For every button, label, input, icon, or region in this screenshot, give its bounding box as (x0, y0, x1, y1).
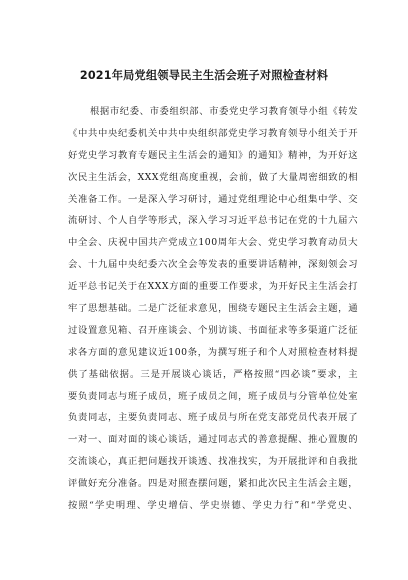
body-line: 牢了思想基础。二是广泛征求意见，围绕专题民主生活会主题，通 (68, 303, 358, 315)
body-line: 一对一、面对面的谈心谈话，通过同志式的善意提醒、推心置腹的 (68, 434, 358, 446)
body-line: 次民主生活会，XXX党组高度重视，会前，做了大量周密细致的相 (68, 171, 358, 183)
body-line: 会、十九届中央纪委六次全会等发表的重要讲话精神，深刻领会习 (68, 259, 358, 271)
body-line: 供了基础依据。三是开展谈心谈话，严格按照“四必谈”要求，主 (68, 368, 358, 380)
body-line: 按照“学史明理、学史增信、学史崇德、学史力行”和“学党史、 (68, 500, 358, 512)
document-title: 2021年局党组领导民主生活会班子对照检查材料 (79, 69, 329, 82)
body-line: 近平总书记关于在XXX方面的重要工作要求，为开好民主生活会打 (68, 281, 358, 293)
body-line: 关准备工作。一是深入学习研讨，通过党组理论中心组集中学、交 (68, 193, 358, 205)
body-line: 流研讨、个人自学等形式，深入学习习近平总书记在党的十九届六 (68, 215, 358, 227)
body-line: 好党史学习教育专题民主生活会的通知》的通知》精神，为开好这 (68, 149, 358, 161)
body-line: 交流谈心，真正把问题找开谈透、找准找实，为开展批评和自我批 (68, 456, 358, 468)
document-body (68, 101, 358, 517)
body-line: 根据市纪委、市委组织部、市委党史学习教育领导小组《转发 (90, 106, 358, 117)
body-line: 中全会、庆祝中国共产党成立100周年大会、党史学习教育动员大 (68, 237, 358, 249)
body-line: 过设置意见箱、召开座谈会、个别访谈、书面征求等多渠道广泛征 (68, 324, 358, 336)
body-line: 求各方面的意见建议近100条，为撰写班子和个人对照检查材料提 (68, 346, 358, 358)
body-line: 《中共中央纪委机关中共中央组织部党史学习教育领导小组关于开 (68, 127, 358, 139)
body-line: 评做好充分准备。四是对照查摆问题，紧扣此次民主生活会主题， (68, 478, 358, 490)
body-line: 负责同志，主要负责同志、班子成员与所在党支部党员代表开展了 (68, 412, 358, 424)
body-line: 要负责同志与班子成员，班子成员之间，班子成员与分管单位处室 (68, 390, 358, 402)
